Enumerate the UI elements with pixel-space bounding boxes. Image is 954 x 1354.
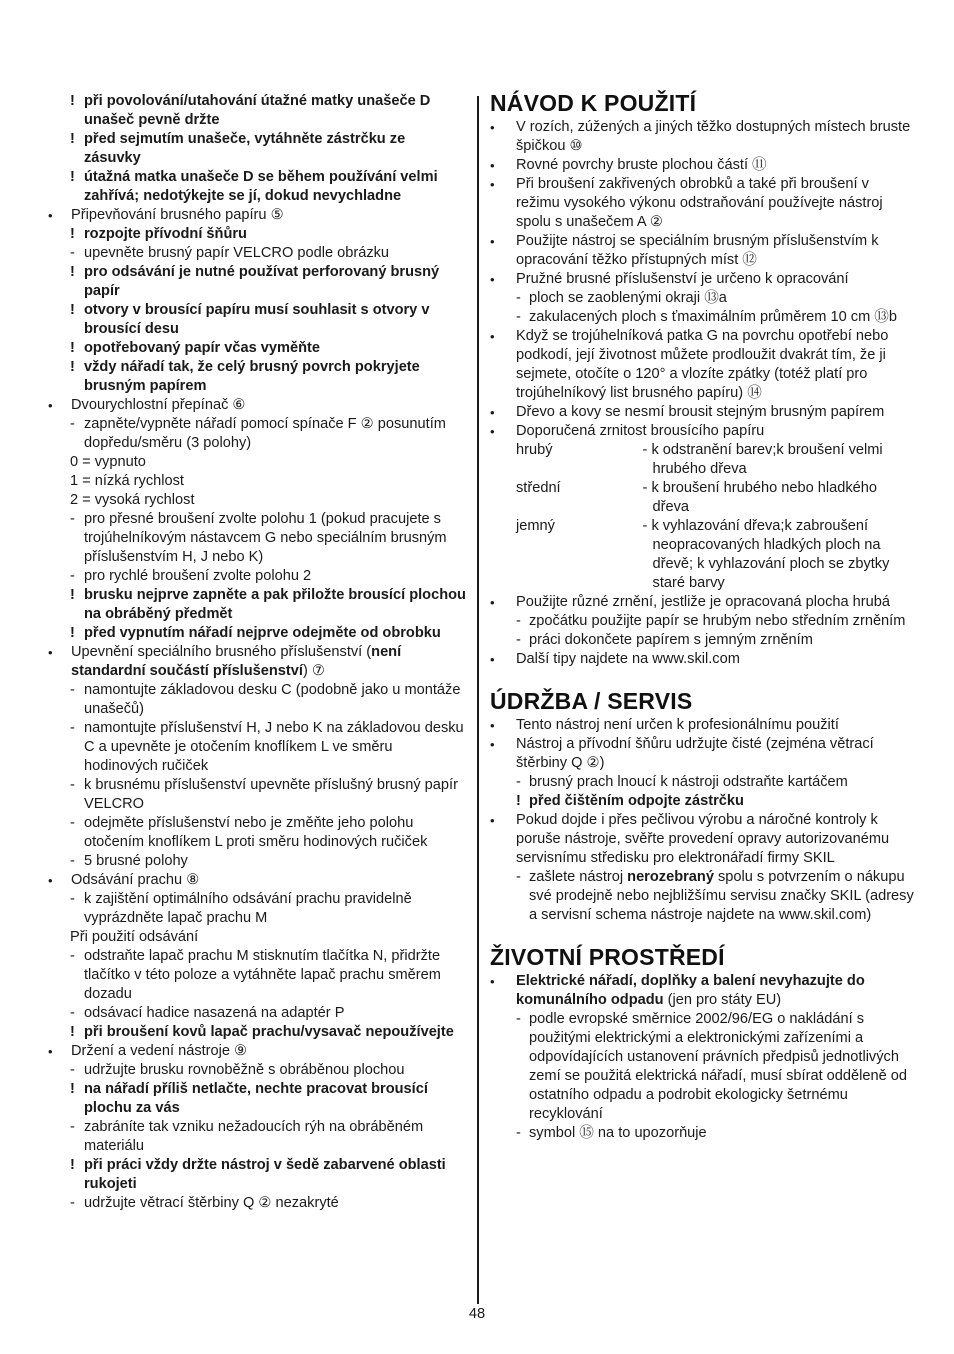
warning-mark: !: [70, 587, 75, 603]
udrzba-list: [490, 716, 914, 925]
dash-mark: -: [70, 720, 75, 736]
bullet-mark: •: [48, 208, 53, 223]
item-text: Když se trojúhelníková patka G na povrchu opotřebí nebo podkodí, její životnost můžete prodloužit dvakrát tím, že ji sejmete, otočíte o 120° a vlozíte zpátky (totéž platí pro trojúhelníkový list brusného papíru) ⑭: [516, 328, 889, 401]
dash-mark: -: [70, 853, 75, 869]
item-text: útažná matka unašeče D se během používání velmi zahřívá; nedotýkejte se jí, dokud nevychladne: [84, 169, 438, 204]
list-item: [48, 1156, 466, 1194]
item-text: před čištěním odpojte zástrčku: [529, 793, 744, 809]
list-item: [48, 643, 466, 681]
item-text: ploch se zaoblenými okraji ⑬a: [529, 290, 727, 306]
list-item: [48, 947, 466, 1004]
item-text: 5 brusné polohy: [84, 853, 188, 869]
dash-mark: -: [516, 1011, 521, 1027]
item-text: zakulacených ploch s ťmaximálním průměrem 10 cm ⑬b: [529, 309, 898, 325]
item-text: namontujte příslušenství H, J nebo K na základovou desku C a upevněte je otočením knoflíkem L ve směru hodinových ručiček: [84, 720, 464, 774]
list-item: [490, 650, 914, 669]
section-title-navod: NÁVOD K POUŽITÍ: [490, 90, 697, 116]
item-text: Použijte nástroj se speciálním brusným příslušenstvím k opracování těžko přístupných míst ⑫: [516, 233, 879, 268]
item-text: brusku nejprve zapněte a pak přiložte brousící plochou na obráběný předmět: [84, 587, 466, 622]
item-text: ) ⑦: [302, 663, 325, 679]
list-item: [490, 1124, 914, 1143]
grit-row: [516, 517, 914, 593]
item-text: při povolování/utahování útažné matky unašeče D unašeč pevně držte: [84, 93, 431, 128]
bullet-mark: •: [490, 974, 495, 989]
item-text: práci dokončete papírem s jemným zrněním: [529, 632, 813, 648]
dash-mark: -: [516, 632, 521, 648]
left-column: [48, 92, 466, 1213]
dash-mark: -: [70, 1119, 75, 1135]
list-item: [48, 339, 466, 358]
dash-mark: -: [516, 309, 521, 325]
grit-name: jemný: [516, 518, 555, 534]
item-text: otvory v brousící papíru musí souhlasit s otvory v brousící desu: [84, 302, 430, 337]
item-text: brusný prach lnoucí k nástroji odstraňte kartáčem: [529, 774, 848, 790]
list-item: [48, 681, 466, 719]
warning-mark: !: [70, 1081, 75, 1097]
list-item: [48, 814, 466, 852]
item-text: není standardní součástí příslušenství: [71, 644, 402, 679]
item-text: V rozích, zúžených a jiných těžko dostupných místech bruste špičkou ⑩: [516, 119, 911, 154]
grit-row: [516, 441, 914, 479]
item-text: opotřebovaný papír včas vyměňte: [84, 340, 321, 356]
list-item: [48, 491, 466, 510]
item-text: zpočátku použijte papír se hrubým nebo středním zrněním: [529, 613, 906, 629]
item-text: pro odsávání je nutné používat perforovaný brusný papír: [84, 264, 440, 299]
item-text: Pokud dojde i přes pečlivou výrobu a náročné kontroly k poruše nástroje, svěřte provedení opravy autorizovanému servisnímu středisku pro elektronářadí firmy SKIL: [516, 812, 890, 866]
list-item: [48, 1080, 466, 1118]
warning-mark: !: [70, 169, 75, 185]
dash-mark: -: [70, 416, 75, 432]
bullet-mark: •: [490, 737, 495, 752]
list-item: [48, 244, 466, 263]
item-text: symbol ⑮ na to upozorňuje: [529, 1125, 707, 1141]
bullet-mark: •: [490, 813, 495, 828]
item-text: Nástroj a přívodní šňůru udržujte čisté (zejména větrací štěrbiny Q ②): [516, 736, 874, 771]
item-text: rozpojte přívodní šňůru: [84, 226, 247, 242]
prostredi-list: [490, 972, 914, 1143]
warning-mark: !: [70, 131, 75, 147]
list-item: [48, 1023, 466, 1042]
item-text: podle evropské směrnice 2002/96/EG o nakládání s použitými elektrickými a elektronickými zařízeními a odpovídajících ustanovení právních předpisů jednotlivých zemí se použitá elektrická nářadí, musí sbírat odděleně od ostatního odpadu a podrobit ekologicky šetrnému recyklování: [529, 1011, 908, 1122]
list-item: [490, 792, 914, 811]
item-text: Držení a vedení nástroje ⑨: [71, 1043, 248, 1059]
item-text: před sejmutím unašeče, vytáhněte zástrčku ze zásuvky: [84, 131, 406, 166]
list-item: [490, 773, 914, 792]
list-item: [48, 1042, 466, 1061]
list-item: [490, 156, 914, 175]
list-item: [490, 422, 914, 441]
item-text: zapněte/vypněte nářadí pomocí spínače F ② posunutím dopředu/směru (3 polohy): [84, 416, 446, 451]
item-text: k zajištění optimálního odsávání prachu pravidelně vyprázdněte lapač prachu M: [84, 891, 412, 926]
list-item: [48, 624, 466, 643]
warning-mark: !: [70, 226, 75, 242]
item-text: Při broušení zakřivených obrobků a také při broušení v režimu vysokého výkonu odstraňování používejte nástroj spolu s unašečem A ②: [516, 176, 883, 230]
list-item: [48, 1061, 466, 1080]
item-text: zašlete nástroj: [529, 869, 628, 885]
warning-mark: !: [70, 93, 75, 109]
list-item: [48, 928, 466, 947]
list-item: [490, 289, 914, 308]
list-item: [490, 327, 914, 403]
item-text: spolu s potvrzením o nákupu své prodejně nebo nejbližšímu servisu značky SKIL (adresy a servisní schema nástroje najdete na www.skil.com): [529, 869, 914, 923]
list-item: [490, 735, 914, 773]
list-item: [490, 175, 914, 232]
dash-mark: -: [70, 568, 75, 584]
bullet-mark: •: [490, 158, 495, 173]
item-text: pro rychlé broušení zvolte polohu 2: [84, 568, 312, 584]
bullet-mark: •: [48, 873, 53, 888]
list-item: [48, 586, 466, 624]
item-text: Rovné povrchy bruste plochou částí ⑪: [516, 157, 767, 173]
list-item: [48, 472, 466, 491]
list-item: [48, 168, 466, 206]
dash-mark: -: [70, 682, 75, 698]
navod-list-continued: [490, 593, 914, 669]
item-text: Tento nástroj není určen k profesionálnímu použití: [516, 717, 839, 733]
list-item: [48, 719, 466, 776]
item-text: při práci vždy držte nástroj v šedě zabarvené oblasti rukojeti: [84, 1157, 446, 1192]
warning-mark: !: [70, 1157, 75, 1173]
page-number: 48: [468, 1306, 486, 1322]
item-text: Další tipy najdete na www.skil.com: [516, 651, 740, 667]
bullet-mark: •: [490, 177, 495, 192]
grit-use: - k odstranění barev;k broušení velmi hrubého dřeva: [642, 442, 883, 477]
warning-mark: !: [70, 359, 75, 375]
item-text: na nářadí příliš netlačte, nechte pracovat brousící plochu za vás: [84, 1081, 428, 1116]
dash-mark: -: [70, 815, 75, 831]
bullet-mark: •: [490, 595, 495, 610]
list-item: [48, 453, 466, 472]
list-item: [490, 631, 914, 650]
list-item: [490, 593, 914, 612]
list-item: [48, 890, 466, 928]
warning-mark: !: [516, 793, 521, 809]
section-title-prostredi: ŽIVOTNÍ PROSTŘEDÍ: [490, 944, 725, 970]
list-item: [48, 871, 466, 890]
list-item: [490, 403, 914, 422]
warning-mark: !: [70, 340, 75, 356]
item-text: odstraňte lapač prachu M stisknutím tlačítka N, přidržte tlačítko v této poloze a vytáhněte lapač prachu směrem dozadu: [84, 948, 441, 1002]
dash-mark: -: [70, 245, 75, 261]
bullet-mark: •: [490, 120, 495, 135]
list-item: [48, 852, 466, 871]
bullet-mark: •: [490, 234, 495, 249]
bullet-mark: •: [48, 645, 53, 660]
list-item: [48, 510, 466, 567]
dash-mark: -: [70, 511, 75, 527]
bullet-mark: •: [490, 272, 495, 287]
dash-mark: -: [516, 774, 521, 790]
dash-mark: -: [70, 948, 75, 964]
list-item: [48, 358, 466, 396]
item-text: upevněte brusný papír VELCRO podle obrázku: [84, 245, 390, 261]
list-item: [48, 415, 466, 453]
item-text: k brusnému příslušenství upevněte příslušný brusný papír VELCRO: [84, 777, 458, 812]
dash-mark: -: [70, 1062, 75, 1078]
dash-mark: -: [70, 777, 75, 793]
list-item: [490, 868, 914, 925]
bullet-mark: •: [48, 398, 53, 413]
item-text: Použijte různé zrnění, jestliže je opracovaná plocha hrubá: [516, 594, 890, 610]
list-item: [490, 972, 914, 1010]
grit-name: střední: [516, 480, 561, 496]
list-item: [48, 130, 466, 168]
bullet-mark: •: [490, 652, 495, 667]
item-text: namontujte základovou desku C (podobně jako u montáže unašečů): [84, 682, 461, 717]
list-item: [48, 567, 466, 586]
list-item: [48, 776, 466, 814]
list-item: [490, 716, 914, 735]
item-text: Elektrické nářadí, doplňky a balení nevyhazujte do komunálního odpadu: [516, 973, 865, 1008]
item-text: zabráníte tak vzniku nežadoucích rýh na obráběném materiálu: [84, 1119, 424, 1154]
item-text: pro přesné broušení zvolte polohu 1 (pokud pracujete s trojúhelníkovým nástavcem G nebo speciálním brusným příslušenstvím H, J nebo K): [84, 511, 447, 565]
item-text: Upevnění speciálního brusného příslušenství (: [71, 644, 372, 660]
item-text: Doporučená zrnitost brousícího papíru: [516, 423, 765, 439]
item-text: nerozebraný: [627, 869, 714, 885]
dash-mark: -: [516, 613, 521, 629]
grit-use: - k vyhlazování dřeva;k zabroušení neopracovaných hladkých ploch na dřevě; k vyhlazování ploch se zbytky staré barvy: [642, 518, 890, 591]
grit-row: [516, 479, 914, 517]
item-text: Odsávání prachu ⑧: [71, 872, 200, 888]
list-item: [490, 308, 914, 327]
dash-mark: -: [516, 290, 521, 306]
list-item: [48, 1004, 466, 1023]
list-item: [490, 118, 914, 156]
item-text: vždy nářadí tak, že celý brusný povrch pokryjete brusným papírem: [84, 359, 420, 394]
bullet-mark: •: [490, 405, 495, 420]
item-text: 1 = nízká rychlost: [70, 473, 184, 489]
list-item: [490, 270, 914, 289]
list-item: [490, 1010, 914, 1124]
list-item: [48, 206, 466, 225]
item-text: udržujte větrací štěrbiny Q ② nezakryté: [84, 1195, 339, 1211]
list-item: [48, 301, 466, 339]
item-text: při broušení kovů lapač prachu/vysavač nepoužívejte: [84, 1024, 454, 1040]
list-item: [48, 92, 466, 130]
warning-mark: !: [70, 302, 75, 318]
list-item: [490, 811, 914, 868]
item-text: udržujte brusku rovnoběžně s obráběnou plochou: [84, 1062, 405, 1078]
item-text: Při použití odsávání: [70, 929, 199, 945]
item-text: 0 = vypnuto: [70, 454, 146, 470]
column-divider: [477, 96, 479, 1304]
bullet-mark: •: [48, 1044, 53, 1059]
item-text: Pružné brusné příslušenství je určeno k opracování: [516, 271, 849, 287]
grit-name: hrubý: [516, 442, 553, 458]
list-item: [490, 232, 914, 270]
warning-mark: !: [70, 625, 75, 641]
item-text: odejměte příslušenství nebo je změňte jeho polohu otočením knoflíkem L proti směru hodinových ručiček: [84, 815, 428, 850]
section-title-udrzba: ÚDRŽBA / SERVIS: [490, 688, 693, 714]
item-text: (jen pro státy EU): [663, 992, 782, 1008]
bullet-mark: •: [490, 718, 495, 733]
grit-table: [516, 441, 914, 593]
warning-mark: !: [70, 1024, 75, 1040]
list-item: [48, 396, 466, 415]
warning-mark: !: [70, 264, 75, 280]
bullet-mark: •: [490, 424, 495, 439]
dash-mark: -: [70, 1005, 75, 1021]
item-text: 2 = vysoká rychlost: [70, 492, 195, 508]
item-text: Dřevo a kovy se nesmí brousit stejným brusným papírem: [516, 404, 885, 420]
item-text: Dvourychlostní přepínač ⑥: [71, 397, 246, 413]
item-text: Připevňování brusného papíru ⑤: [71, 207, 284, 223]
list-item: [48, 1118, 466, 1156]
list-item: [48, 1194, 466, 1213]
dash-mark: -: [70, 1195, 75, 1211]
bullet-mark: •: [490, 329, 495, 344]
dash-mark: -: [70, 891, 75, 907]
list-item: [48, 263, 466, 301]
item-text: odsávací hadice nasazená na adaptér P: [84, 1005, 345, 1021]
right-column: [490, 88, 914, 1143]
dash-mark: -: [516, 869, 521, 885]
grit-use: - k broušení hrubého nebo hladkého dřeva: [642, 480, 878, 515]
navod-list: [490, 118, 914, 441]
list-item: [490, 612, 914, 631]
dash-mark: -: [516, 1125, 521, 1141]
item-text: před vypnutím nářadí nejprve odejměte od obrobku: [84, 625, 441, 641]
list-item: [48, 225, 466, 244]
